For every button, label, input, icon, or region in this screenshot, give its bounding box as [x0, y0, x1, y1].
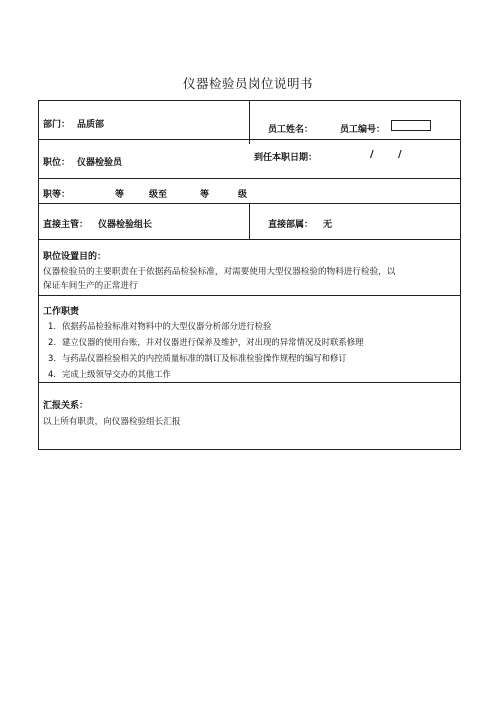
row-duties: [39, 296, 460, 383]
subordinate-label: 直接部属：: [268, 220, 314, 230]
row-reporting: [39, 383, 460, 450]
duty-item: [48, 368, 171, 380]
duty-item-number: 2.: [48, 337, 56, 347]
subordinate-value: 无: [323, 220, 333, 230]
duty-item-number: 1.: [48, 321, 56, 331]
duties-heading: 工作职责: [43, 307, 80, 317]
duty-item-number: 3.: [48, 353, 56, 363]
row-grade: [39, 179, 460, 204]
supervisor-value: 仪器检验组长: [98, 220, 153, 230]
divider-upper: [249, 101, 250, 144]
position-label: 职位：: [43, 158, 71, 168]
duty-item-text: 与药品仪器检验相关的内控质量标准的制订及标准检验操作规程的编写和修订: [62, 353, 347, 363]
position-value: 仪器检验员: [77, 158, 123, 168]
divider-supervisor: [249, 204, 250, 240]
grade-word-3: 等: [200, 190, 210, 200]
purpose-text-line-1: 仪器检验员的主要职责在于依据药品检验标准，对需要使用大型仪器检验的物料进行检验，以: [43, 267, 396, 277]
duty-item-text: 建立仪器的使用台账，并对仪器进行保养及维护，对出现的异常情况及时联系修理: [62, 337, 364, 347]
duty-item: [48, 336, 364, 348]
date-separator-1: /: [370, 149, 374, 160]
duty-item: [48, 352, 347, 364]
start-date-label: 到任本职日期：: [254, 153, 318, 163]
reporting-heading: 汇报关系：: [43, 401, 89, 411]
employee-number-label: 员工编号：: [340, 125, 386, 135]
purpose-heading: 职位设置目的：: [43, 252, 107, 262]
duty-item-text: 依据药品检验标准对物料中的大型仪器分析部分进行检验: [62, 321, 272, 331]
grade-word-4: 级: [238, 190, 248, 200]
supervisor-label: 直接主管：: [43, 220, 89, 230]
duty-item: [48, 320, 271, 332]
row-position: [39, 140, 460, 179]
job-description-form: [38, 100, 461, 450]
employee-name-label: 员工姓名：: [268, 125, 314, 135]
duty-item-number: 4.: [48, 369, 56, 379]
grade-word-1: 等: [115, 190, 125, 200]
grade-label: 职等：: [43, 190, 71, 200]
document-title: 仪器检验员岗位说明书: [182, 76, 313, 91]
department-label: 部门：: [43, 120, 71, 130]
date-separator-2: /: [398, 149, 402, 160]
duty-item-text: 完成上级领导交办的其他工作: [62, 369, 171, 379]
reporting-text: 以上所有职责，向仪器检验组长汇报: [43, 417, 181, 427]
employee-number-field[interactable]: [391, 120, 431, 131]
grade-word-2: 级至: [149, 190, 168, 200]
purpose-text-line-2: 保证车间生产的正常进行: [43, 281, 138, 291]
department-value: 品质部: [77, 120, 105, 130]
row-purpose: [39, 240, 460, 296]
